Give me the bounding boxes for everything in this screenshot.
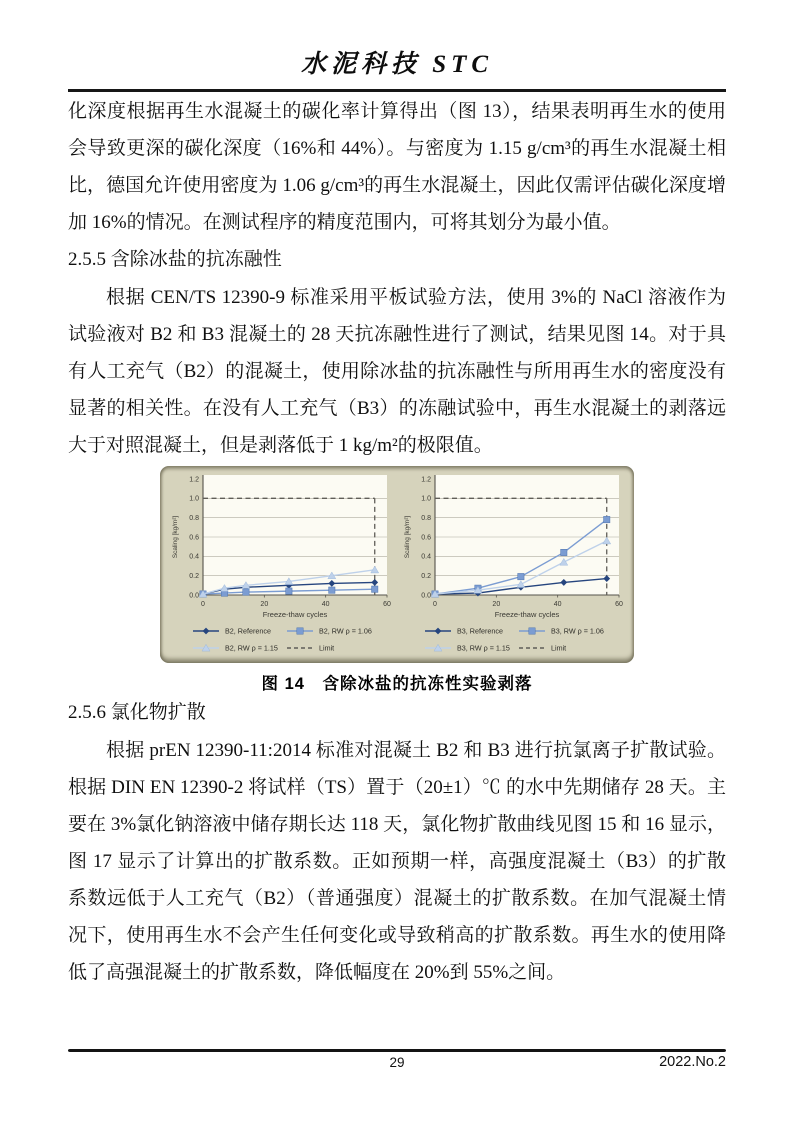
- chart-b2-scaling: [167, 471, 395, 659]
- paragraph-carbonation: 化深度根据再生水混凝土的碳化率计算得出（图 13），结果表明再生水的使用会导致更深的碳化深度（16%和 44%）。与密度为 1.15 g/cm³的再生水混凝土相比，德国允许使用密度为 1.06 g/cm³的再生水混凝土，因此仅需评估碳化深度增加 16%的情况。在测试程序的精度范围内，可将其划分为最小值。: [68, 100, 726, 233]
- y-tick-label: 1.0: [421, 495, 431, 503]
- legend-item: [425, 626, 503, 635]
- y-tick-label: 0.6: [421, 533, 431, 541]
- y-tick-label: 0.4: [421, 553, 431, 561]
- y-tick-label: 0.0: [189, 591, 199, 599]
- legend-item: [287, 626, 372, 635]
- square-marker: [297, 627, 303, 633]
- chart-b3-scaling: [399, 471, 627, 659]
- x-tick-label: 60: [615, 600, 623, 608]
- legend-item: [193, 643, 278, 652]
- x-axis-label: Freeze-thaw cycles: [262, 609, 328, 619]
- page-number: 29: [389, 1054, 405, 1070]
- x-tick-label: 40: [321, 600, 330, 608]
- legend-item: [287, 643, 334, 652]
- page-body: [68, 93, 726, 991]
- y-tick-label: 1.0: [189, 495, 199, 503]
- legend-label: B3, Reference: [457, 626, 503, 636]
- diamond-marker: [435, 627, 442, 634]
- page-header: [68, 44, 726, 92]
- legend-item: [425, 643, 510, 652]
- diamond-marker: [203, 627, 210, 634]
- legend-label: B2, Reference: [225, 626, 271, 636]
- y-tick-label: 0.4: [189, 553, 199, 561]
- legend-item: [519, 626, 604, 635]
- x-tick-label: 60: [383, 600, 391, 608]
- x-tick-label: 40: [553, 600, 562, 608]
- y-tick-label: 0.2: [421, 572, 431, 580]
- page-footer: [68, 1049, 726, 1076]
- paragraph-chloride: 根据 prEN 12390-11:2014 标准对混凝土 B2 和 B3 进行抗氯离子扩散试验。根据 DIN EN 12390-2 将试样（TS）置于（20±1）℃ 的水中先期储存 28 天。主要在 3%氯化钠溶液中储存期长达 118 天，氯化物扩散曲线见图 15 和 16 显示，图 17 显示了计算出的扩散系数。正如预期一样，高强度混凝土（B3）的扩散系数远低于人工充气（B2）（普通强度）混凝土的扩散系数。在加气混凝土情况下，使用再生水不会产生任何变化或导致稍高的扩散系数。再生水的使用降低了高强混凝土的扩散系数，降低幅度在 20%到 55%之间。: [68, 739, 726, 983]
- paragraph-freeze-thaw: 根据 CEN/TS 12390-9 标准采用平板试验方法，使用 3%的 NaCl 溶液作为试验液对 B2 和 B3 混凝土的 28 天抗冻融性进行了测试，结果见图 14。对于具有人工充气（B2）的混凝土，使用除冰盐的抗冻融性与所用再生水的密度没有显著的相关性。在没有人工充气（B3）的冻融试验中，再生水混凝土的剥落远大于对照混凝土，但是剥落低于 1 kg/m²的极限值。: [68, 286, 726, 456]
- legend-label: B2, RW ρ = 1.15: [225, 643, 278, 653]
- square-marker: [243, 588, 249, 594]
- journal-title: 水泥科技 STC: [300, 51, 494, 78]
- legend-label: B3, RW ρ = 1.06: [551, 626, 604, 636]
- legend-label: Limit: [551, 643, 567, 653]
- figure-14: [68, 466, 726, 694]
- y-axis-label: Scaling [kg/m²]: [404, 515, 411, 558]
- square-marker: [529, 627, 535, 633]
- legend-label: B3, RW ρ = 1.15: [457, 643, 510, 653]
- issue-label: 2022.No.2: [659, 1053, 726, 1070]
- y-tick-label: 1.2: [421, 475, 431, 483]
- square-marker: [604, 516, 610, 522]
- x-tick-label: 20: [492, 600, 501, 608]
- legend-label: Limit: [319, 643, 335, 653]
- legend-label: B2, RW ρ = 1.06: [319, 626, 372, 636]
- y-tick-label: 0.8: [421, 514, 431, 522]
- x-axis-label: Freeze-thaw cycles: [494, 609, 560, 619]
- plot-area: [203, 475, 387, 595]
- y-tick-label: 0.6: [189, 533, 199, 541]
- x-tick-label: 0: [433, 600, 437, 608]
- y-tick-label: 0.8: [189, 514, 199, 522]
- figure-14-caption: 图 14 含除冰盐的抗冻性实验剥落: [261, 674, 533, 693]
- plot-area: [435, 475, 619, 595]
- x-tick-label: 20: [260, 600, 269, 608]
- section-heading-2-5-6: 2.5.6 氯化物扩散: [68, 701, 206, 723]
- square-marker: [286, 587, 292, 593]
- square-marker: [561, 549, 567, 555]
- section-heading-2-5-5: 2.5.5 含除冰盐的抗冻融性: [68, 248, 282, 270]
- footer-row: [68, 1052, 726, 1076]
- figure-14-panel: [160, 466, 634, 663]
- x-tick-label: 0: [201, 600, 205, 608]
- legend-item: [519, 643, 566, 652]
- legend-item: [193, 626, 271, 635]
- y-tick-label: 0.2: [189, 572, 199, 580]
- y-tick-label: 0.0: [421, 591, 431, 599]
- square-marker: [372, 586, 378, 592]
- y-axis-label: Scaling [kg/m²]: [172, 515, 179, 558]
- square-marker: [329, 586, 335, 592]
- y-tick-label: 1.2: [189, 475, 199, 483]
- square-marker: [518, 573, 524, 579]
- header-divider: [68, 89, 726, 92]
